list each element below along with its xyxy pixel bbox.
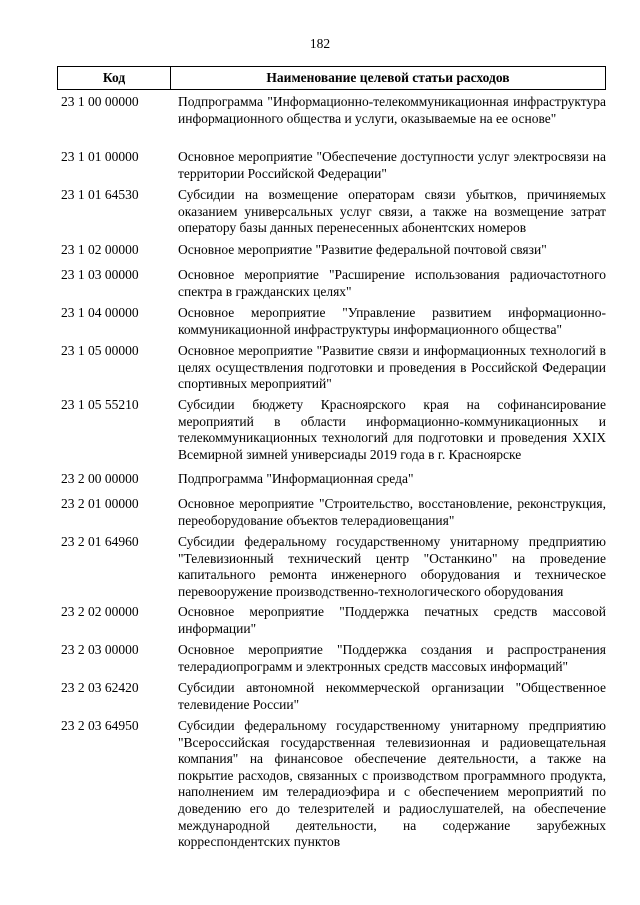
row-name: Основное мероприятие "Поддержка создания и распространения телерадиопрограмм и электронных средств массовых информаций": [178, 642, 606, 674]
table-row: [57, 343, 606, 397]
table-row: [57, 718, 606, 858]
table-header: [57, 66, 606, 90]
table-row: [57, 242, 606, 267]
row-code: 23 2 02 00000: [61, 604, 139, 619]
row-code: 23 2 03 64950: [61, 718, 139, 733]
row-name: Субсидии федеральному государственному унитарному предприятию "Всероссийская государственная телевизионная и радиовещательная компания" на финансовое обеспечение деятельности, а также на покрытие расходов, связанных с производством программного продукта, наполнением им телерадиоэфира и с обеспечением мероприятий по доведению его до телезрителей и радиослушателей, на обеспечение международной деятельности, на содержание зарубежных корреспондентских пунктов: [178, 718, 606, 850]
table-row: [57, 680, 606, 718]
row-name: Субсидии на возмещение операторам связи убытков, причиняемых оказанием универсальных услуг связи, а также на возмещение затрат оператору базы данных перенесенных абонентских номеров: [178, 187, 606, 236]
page-number: 182: [309, 36, 331, 51]
row-code: 23 2 03 62420: [61, 680, 139, 695]
row-code: 23 1 04 00000: [61, 305, 139, 320]
row-code: 23 1 01 00000: [61, 149, 139, 164]
table-row: [57, 187, 606, 242]
row-name: Подпрограмма "Информационная среда": [178, 471, 414, 486]
row-name: Субсидии федеральному государственному унитарному предприятию "Телевизионный технический центр "Останкино" на проведение капитального ремонта инженерного оборудования и техническое перевооружение производственно-технологического оборудования: [178, 534, 606, 599]
header-name: Наименование целевой статьи расходов: [266, 70, 510, 85]
table-row: [57, 534, 606, 604]
table-row: [57, 267, 606, 305]
row-name: Основное мероприятие "Строительство, восстановление, реконструкция, переоборудование объектов телерадиовещания": [178, 496, 606, 528]
row-name: Основное мероприятие "Расширение использования радиочастотного спектра в гражданских целях": [178, 267, 606, 299]
row-name: Основное мероприятие "Управление развитием информационно-коммуникационной инфраструктуры информационного общества": [178, 305, 606, 337]
row-code: 23 2 03 00000: [61, 642, 139, 657]
row-name: Субсидии бюджету Красноярского края на софинансирование мероприятий в области информационно-коммуникационных и телекоммуникационных технологий для подготовки и проведения XXIX Всемирной зимней универсиады 2019 года в г. Красноярске: [178, 397, 606, 462]
table-row: [57, 496, 606, 534]
row-code: 23 2 00 00000: [61, 471, 139, 486]
row-code: 23 1 01 64530: [61, 187, 139, 202]
row-name: Основное мероприятие "Развитие связи и информационных технологий в целях осуществления подготовки и проведения в Российской Федерации спортивных мероприятий": [178, 343, 606, 392]
row-code: 23 1 00 00000: [61, 94, 139, 109]
header-code: Код: [58, 67, 171, 89]
table-row: [57, 604, 606, 642]
row-name: Основное мероприятие "Развитие федеральной почтовой связи": [178, 242, 547, 257]
row-code: 23 2 01 00000: [61, 496, 139, 511]
row-name: Основное мероприятие "Обеспечение доступности услуг электросвязи на территории Российской Федерации": [178, 149, 606, 181]
row-name: Субсидии автономной некоммерческой организации "Общественное телевидение России": [178, 680, 606, 712]
table-row: [57, 397, 606, 471]
table-row: [57, 642, 606, 680]
table-row: [57, 305, 606, 343]
row-code: 23 1 03 00000: [61, 267, 139, 282]
table-row: [57, 149, 606, 187]
row-name: Подпрограмма "Информационно-телекоммуникационная инфраструктура информационного общества и услуги, оказываемые на ее основе": [178, 94, 606, 126]
row-name: Основное мероприятие "Поддержка печатных средств массовой информации": [178, 604, 606, 636]
row-code: 23 2 01 64960: [61, 534, 139, 549]
table-row: [57, 94, 606, 149]
row-code: 23 1 05 00000: [61, 343, 139, 358]
row-code: 23 1 05 55210: [61, 397, 139, 412]
row-code: 23 1 02 00000: [61, 242, 139, 257]
table-row: [57, 471, 606, 496]
table-body: [57, 94, 606, 858]
